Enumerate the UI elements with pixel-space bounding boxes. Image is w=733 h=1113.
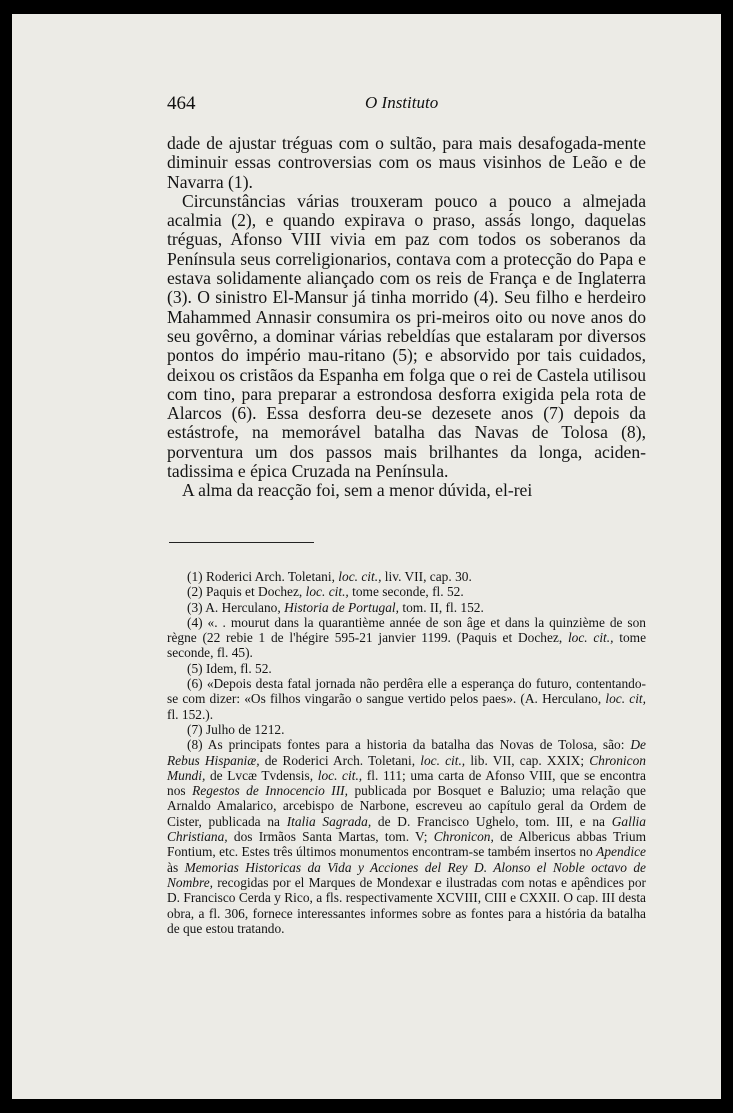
body-paragraph: Circunstâncias várias trouxeram pouco a pouco a almejada acalmia (2), e quando expirava o praso, assás longo, daquelas tréguas, Afonso VIII vivia em paz com todos os soberanos da Península seus correligionarios, contava com a protecção do Papa e estava solidamente aliançado com os reis de França e de Inglaterra (3). O sinistro El-Mansur já tinha morrido (4). Seu filho e herdeiro Mahammed Annasir consumira os pri-meiros oito ou nove anos do seu govêrno, a dominar várias rebeldías que estalaram por diversos pontos do império mau-ritano (5); e absorvido por tais cuidados, deixou os cristãos da Espanha em folga que o rei de Castela utilisou com tino, para preparar a estrondosa desforra exigida pela rota de Alarcos (6). Essa desforra deu-se dezesete anos (7) depois da estástrofe, na memorável batalha das Navas de Tolosa (8), porventura um dos passos mais brilhantes da longa, aciden-tadissima e épica Cruzada na Península. — [167, 190, 646, 482]
footnote-separator — [169, 542, 314, 543]
body-paragraph: dade de ajustar tréguas com o sultão, para mais desafogada-mente diminuir essas controversias com os maus visinhos de Leão e de Navarra (1). — [167, 133, 646, 192]
footnote-5: (5) Idem, fl. 52. — [187, 660, 272, 676]
body-paragraph: A alma da reacção foi, sem a menor dúvida, el-rei — [182, 480, 533, 501]
running-title: O Instituto — [365, 93, 439, 112]
footnote-7: (7) Julho de 1212. — [187, 721, 285, 737]
page-header — [167, 93, 647, 117]
footnote-3: (3) A. Herculano, Historia de Portugal, tom. II, fl. 152. — [187, 599, 484, 615]
footnote-2: (2) Paquis et Dochez, loc. cit., tome seconde, fl. 52. — [187, 584, 464, 600]
footnote-1: (1) Roderici Arch. Toletani, loc. cit., liv. VII, cap. 30. — [187, 569, 472, 584]
footnotes — [167, 569, 646, 936]
main-text — [167, 134, 646, 501]
book-page — [12, 14, 721, 1099]
footnote-6: (6) «Depois desta fatal jornada não perdêra elle a esperança do futuro, contentando-se com dizer: «Os filhos vingarão o sangue vertido pelos paes». (A. Herculano, loc. cit, fl. 152.). — [167, 676, 646, 722]
footnote-8: (8) As principats fontes para a historia da batalha das Novas de Tolosa, são: De Rebus Hispaniæ, de Roderici Arch. Toletani, loc. cit., lib. VII, cap. XXIX; Chronicon Mundi, de Lvcæ Tvdensis, loc. cit., fl. 111; uma carta de Afonso VIII, que se encontra nos Regestos de Innocencio III, publicada por Bosquet e Baluzio; uma relação que Arnaldo Amalarico, arcebispo de Narbone, escreveu ao capítulo geral da Ordem de Cister, publicada na Italia Sagrada, de D. Francisco Ughelo, tom. III, e na Gallia Christiana, dos Irmãos Santa Martas, tom. V; Chronicon, de Albericus abbas Trium Fontium, etc. Estes três últimos monumentos encontram-se também insertos no Apendice às Memorias Historicas da Vida y Acciones del Rey D. Alonso el Noble octavo de Nombre, recogidas por el Marques de Mondexar e ilustradas com notas e apêndices por D. Francisco Cerda y Rico, a fls. respectivamente XCVIII, CIII e CXXII. O cap. III desta obra, a fl. 306, fornece interessantes informes sobre as fontes para a história da batalha de que estou tratando. — [167, 737, 646, 936]
page-number: 464 — [167, 93, 196, 114]
footnote-4: (4) «. . mourut dans la quarantième année de son âge et dans la quinzième de son règne (22 rebie 1 de l'hégire 595-21 janvier 1199. (Paquis et Dochez, loc. cit., tome seconde, fl. 45). — [167, 614, 647, 661]
